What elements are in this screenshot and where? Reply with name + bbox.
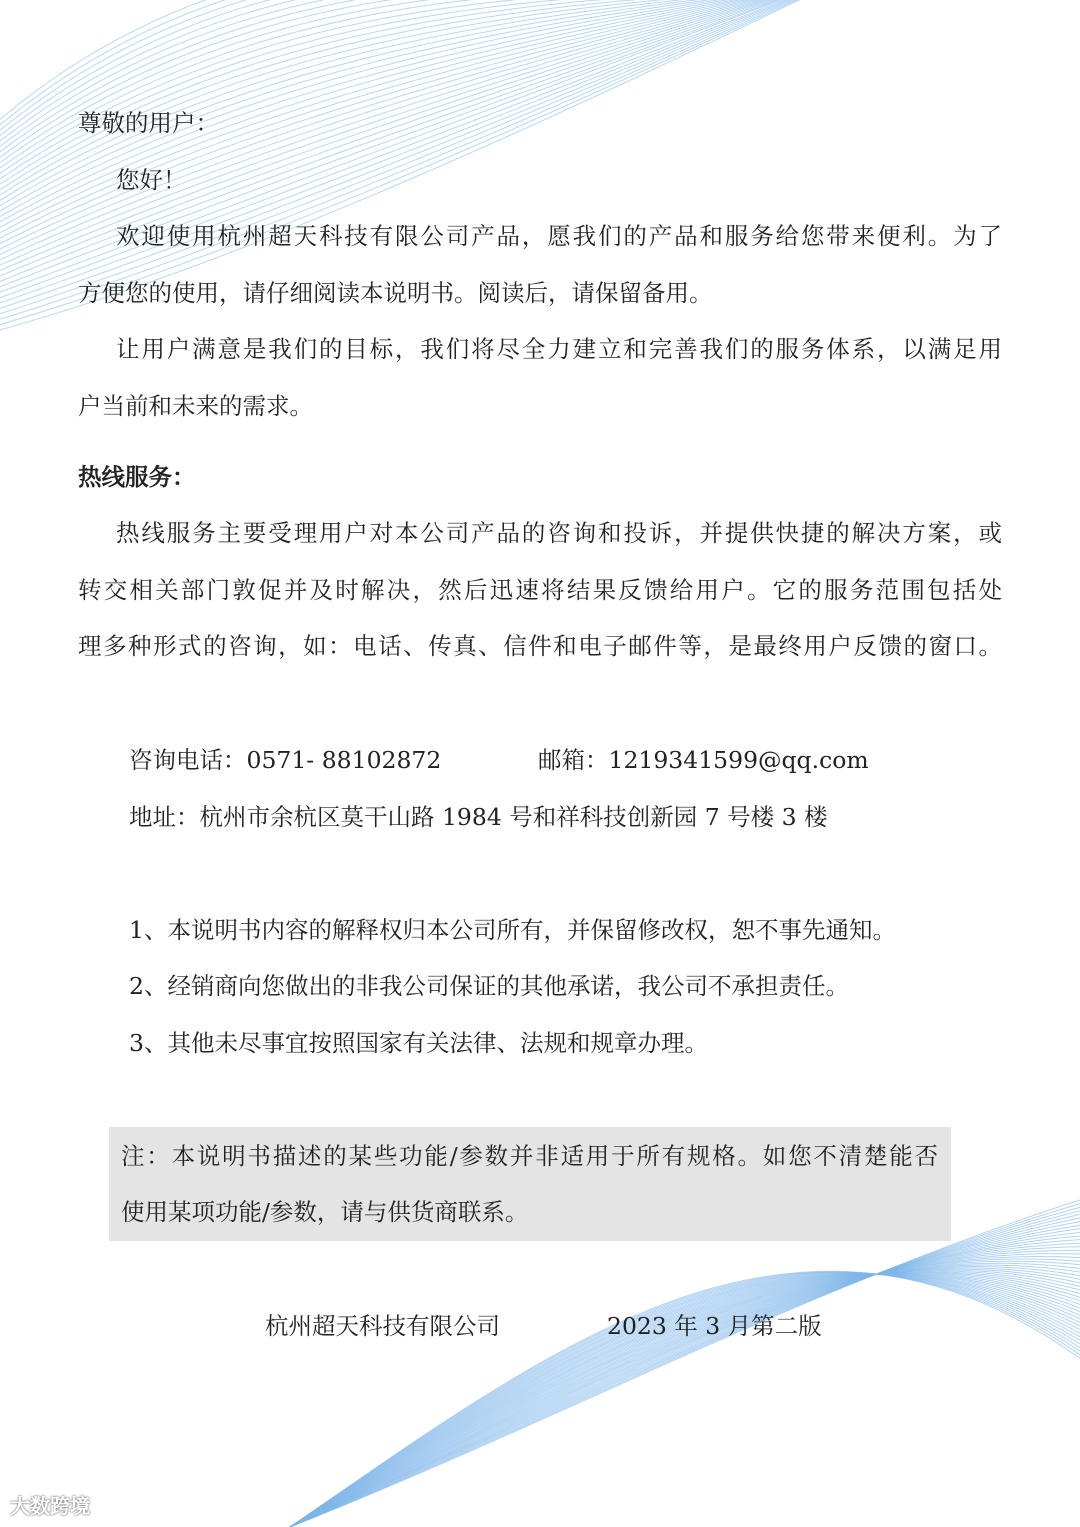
hotline-line: 热线服务主要受理用户对本公司产品的咨询和投诉，并提供快捷的解决方案，或 <box>116 519 1002 547</box>
wave-line <box>290 1256 1080 1527</box>
intro-line: 欢迎使用杭州超天科技有限公司产品，愿我们的产品和服务给您带来便利。为了 <box>116 222 1002 250</box>
wave-line <box>0 0 750 119</box>
intro-line: 方便您的使用，请仔细阅读本说明书。阅读后，请保留备用。 <box>78 279 713 307</box>
term-item: 2、经销商向您做出的非我公司保证的其他承诺，我公司不承担责任。 <box>129 972 849 1000</box>
footer-edition: 2023 年 3 月第二版 <box>607 1312 822 1340</box>
hello: 您好！ <box>116 166 187 194</box>
watermark-logo: 大数跨境 <box>10 1494 90 1518</box>
contact-email: 邮箱：1219341599@qq.com <box>538 746 869 774</box>
wave-line <box>290 1271 1080 1527</box>
greeting: 尊敬的用户： <box>78 109 219 137</box>
intro-line: 户当前和未来的需求。 <box>78 392 313 420</box>
hotline-line: 转交相关部门敦促并及时解决，然后迅速将结果反馈给用户。它的服务范围包括处 <box>78 576 1002 604</box>
wave-line <box>290 1261 1080 1527</box>
note-line: 注：本说明书描述的某些功能/参数并非适用于所有规格。如您不清楚能否 <box>121 1142 938 1170</box>
intro-line: 让用户满意是我们的目标，我们将尽全力建立和完善我们的服务体系，以满足用 <box>116 335 1002 363</box>
hotline-heading: 热线服务： <box>78 463 196 491</box>
wave-line <box>290 1200 1080 1527</box>
term-item: 3、其他未尽事宜按照国家有关法律、法规和规章办理。 <box>129 1029 708 1057</box>
contact-address: 地址：杭州市余杭区莫干山路 1984 号和祥科技创新园 7 号楼 3 楼 <box>129 803 828 831</box>
term-item: 1、本说明书内容的解释权归本公司所有，并保留修改权，恕不事先通知。 <box>129 916 896 944</box>
contact-phone: 咨询电话：0571- 88102872 <box>129 746 442 774</box>
hotline-line: 理多种形式的咨询，如：电话、传真、信件和电子邮件等，是最终用户反馈的窗口。 <box>78 632 1002 660</box>
wave-line <box>0 0 811 303</box>
note-line: 使用某项功能/参数，请与供货商联系。 <box>121 1198 529 1226</box>
footer-company: 杭州超天科技有限公司 <box>265 1312 500 1340</box>
